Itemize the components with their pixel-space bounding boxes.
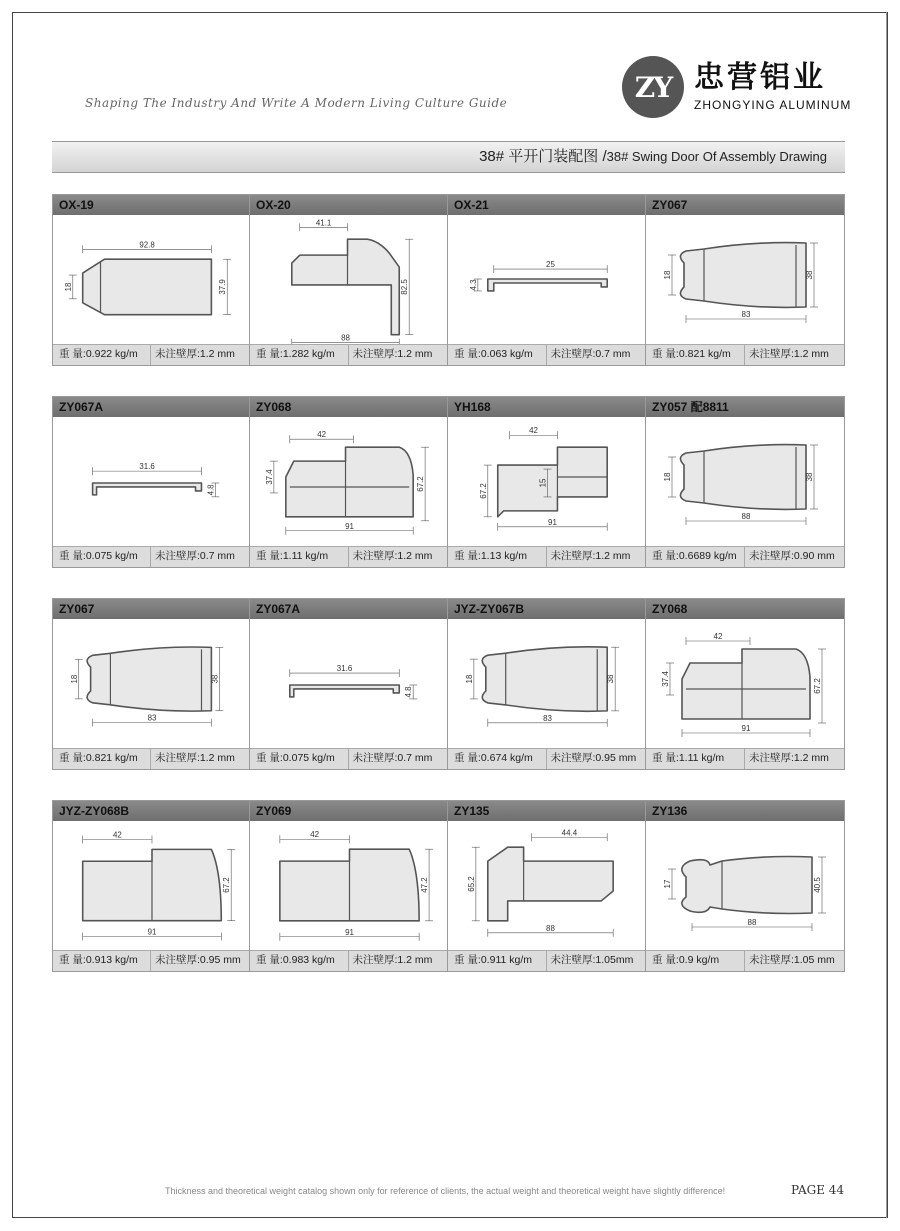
profile-svg bbox=[53, 417, 249, 549]
profile-code bbox=[53, 397, 249, 417]
profile-outline bbox=[482, 647, 607, 711]
profile-code bbox=[448, 801, 645, 821]
profile-outline bbox=[83, 259, 212, 314]
profile-spec bbox=[250, 748, 447, 769]
profile-code bbox=[250, 397, 447, 417]
profile-drawing bbox=[646, 215, 844, 347]
thickness-cell bbox=[745, 345, 844, 365]
weight-value: 0.674 kg/m bbox=[480, 752, 533, 764]
dimension-label: 4.8 bbox=[206, 484, 216, 496]
profile-drawing bbox=[53, 215, 249, 347]
brand-name-cn: 忠营铝业 bbox=[694, 60, 826, 95]
weight-label: 重 量: bbox=[454, 752, 481, 764]
profile-spec bbox=[448, 344, 645, 365]
profile-spec bbox=[53, 344, 249, 365]
profile-drawing bbox=[448, 619, 645, 751]
thickness-cell bbox=[745, 951, 844, 971]
profile-drawing bbox=[250, 619, 447, 751]
dimension-label: 15 bbox=[538, 478, 548, 488]
dimension-label: 38 bbox=[805, 472, 814, 482]
profile-svg bbox=[646, 821, 844, 953]
weight-label: 重 量: bbox=[59, 752, 86, 764]
thickness-label: 未注壁厚: bbox=[749, 550, 794, 562]
weight-label: 重 量: bbox=[652, 954, 679, 966]
weight-value: 0.063 kg/m bbox=[480, 348, 533, 360]
weight-value: 0.913 kg/m bbox=[85, 954, 138, 966]
profile-svg bbox=[646, 215, 844, 347]
profile-card bbox=[646, 396, 845, 568]
weight-label: 重 量: bbox=[59, 550, 86, 562]
profile-code-text: JYZ-ZY067B bbox=[454, 602, 525, 616]
weight-value: 0.821 kg/m bbox=[678, 348, 731, 360]
thickness-label: 未注壁厚: bbox=[155, 550, 200, 562]
profile-outline bbox=[682, 649, 810, 719]
profile-code bbox=[250, 195, 447, 215]
thickness-value: 1.2 mm bbox=[199, 348, 235, 360]
weight-cell bbox=[646, 749, 745, 769]
profile-drawing bbox=[53, 417, 249, 549]
profile-svg bbox=[53, 619, 249, 751]
dimension-label: 38 bbox=[210, 674, 220, 684]
weight-value: 1.11 kg/m bbox=[678, 752, 725, 764]
weight-label: 重 量: bbox=[652, 348, 679, 360]
dimension-label: 42 bbox=[112, 830, 122, 840]
weight-cell bbox=[448, 547, 547, 567]
thickness-value: 0.7 mm bbox=[595, 348, 631, 360]
dimension-label: 31.6 bbox=[139, 462, 155, 472]
dimension-label: 18 bbox=[663, 472, 672, 482]
profile-svg bbox=[646, 417, 844, 549]
thickness-label: 未注壁厚: bbox=[550, 348, 596, 360]
profile-outline bbox=[680, 243, 806, 308]
dimension-label: 92.8 bbox=[139, 240, 155, 250]
profile-drawing bbox=[448, 821, 645, 953]
profile-code-text: ZY057 配8811 bbox=[652, 400, 729, 414]
dimension-label: 83 bbox=[147, 713, 157, 723]
thickness-label: 未注壁厚: bbox=[550, 550, 596, 562]
weight-cell bbox=[448, 749, 547, 769]
profile-card bbox=[250, 800, 448, 972]
thickness-cell bbox=[745, 547, 844, 567]
weight-value: 0.821 kg/m bbox=[85, 752, 138, 764]
dimension-label: 47.2 bbox=[420, 877, 430, 893]
weight-cell bbox=[53, 749, 151, 769]
weight-cell bbox=[250, 345, 349, 365]
dimension-label: 88 bbox=[341, 333, 350, 343]
profile-card bbox=[52, 194, 250, 366]
profile-card bbox=[448, 800, 646, 972]
dimension-label: 42 bbox=[310, 830, 320, 840]
profile-outline bbox=[488, 847, 613, 921]
thickness-value: 1.2 mm bbox=[199, 752, 235, 764]
profile-card bbox=[52, 800, 250, 972]
thickness-cell bbox=[745, 749, 844, 769]
profile-code bbox=[646, 397, 844, 417]
thickness-cell bbox=[349, 951, 448, 971]
brand-logo bbox=[622, 56, 851, 118]
weight-value: 0.075 kg/m bbox=[282, 752, 335, 764]
weight-label: 重 量: bbox=[256, 550, 283, 562]
thickness-label: 未注壁厚: bbox=[749, 752, 794, 764]
thickness-cell bbox=[151, 547, 249, 567]
thickness-value: 1.2 mm bbox=[793, 348, 829, 360]
thickness-label: 未注壁厚: bbox=[155, 348, 200, 360]
profile-code-text: ZY067A bbox=[256, 602, 301, 616]
weight-value: 0.983 kg/m bbox=[282, 954, 335, 966]
section-title-cn: 38# 平开门装配图 / bbox=[479, 148, 607, 165]
profile-outline bbox=[93, 483, 202, 495]
thickness-cell bbox=[547, 749, 646, 769]
thickness-cell bbox=[547, 547, 646, 567]
dimension-label: 18 bbox=[663, 270, 672, 280]
dimension-label: 91 bbox=[741, 724, 751, 733]
weight-label: 重 量: bbox=[256, 752, 283, 764]
profile-card bbox=[646, 194, 845, 366]
profile-code bbox=[53, 195, 249, 215]
weight-value: 1.282 kg/m bbox=[282, 348, 335, 360]
dimension-label: 91 bbox=[147, 927, 157, 937]
dimension-label: 67.2 bbox=[478, 483, 488, 499]
profile-card bbox=[448, 194, 646, 366]
dimension-label: 44.4 bbox=[561, 828, 578, 838]
profile-card bbox=[52, 396, 250, 568]
profile-svg bbox=[448, 619, 645, 751]
thickness-label: 未注壁厚: bbox=[352, 954, 398, 966]
profile-drawing bbox=[250, 215, 447, 347]
profile-outline bbox=[680, 445, 806, 510]
profile-outline bbox=[488, 279, 607, 291]
dimension-label: 67.2 bbox=[222, 877, 232, 893]
profile-drawing bbox=[646, 619, 844, 751]
profile-svg bbox=[250, 821, 447, 953]
section-title-bar bbox=[52, 141, 845, 173]
dimension-label: 41.1 bbox=[315, 218, 332, 228]
weight-value: 0.6689 kg/m bbox=[678, 550, 737, 562]
thickness-value: 0.95 mm bbox=[595, 752, 637, 764]
thickness-value: 1.2 mm bbox=[397, 348, 433, 360]
thickness-value: 0.7 mm bbox=[397, 752, 433, 764]
weight-label: 重 量: bbox=[256, 348, 283, 360]
profile-row bbox=[52, 396, 845, 568]
dimension-label: 88 bbox=[747, 918, 757, 927]
dimension-label: 37.4 bbox=[661, 671, 670, 687]
weight-cell bbox=[448, 345, 547, 365]
profile-spec bbox=[53, 748, 249, 769]
thickness-label: 未注壁厚: bbox=[352, 752, 398, 764]
dimension-label: 4.8 bbox=[404, 686, 414, 698]
weight-label: 重 量: bbox=[652, 752, 679, 764]
dimension-label: 88 bbox=[741, 512, 751, 521]
profile-code-text: ZY067 bbox=[59, 602, 95, 616]
dimension-label: 18 bbox=[69, 674, 79, 684]
profile-code bbox=[646, 195, 844, 215]
profile-spec bbox=[250, 950, 447, 971]
thickness-value: 1.2 mm bbox=[793, 752, 829, 764]
profile-spec bbox=[448, 546, 645, 567]
profile-code bbox=[448, 195, 645, 215]
profile-outline bbox=[292, 239, 399, 335]
thickness-label: 未注壁厚: bbox=[352, 550, 398, 562]
dimension-label: 83 bbox=[741, 310, 751, 319]
thickness-value: 1.2 mm bbox=[595, 550, 631, 562]
thickness-cell bbox=[151, 951, 249, 971]
profile-spec bbox=[250, 344, 447, 365]
profile-code bbox=[646, 801, 844, 821]
profile-outline bbox=[87, 647, 211, 711]
weight-value: 0.075 kg/m bbox=[85, 550, 138, 562]
profile-card bbox=[250, 396, 448, 568]
profile-svg bbox=[250, 619, 447, 751]
weight-label: 重 量: bbox=[59, 954, 86, 966]
weight-label: 重 量: bbox=[59, 348, 86, 360]
profile-drawing bbox=[250, 821, 447, 953]
profile-code-text: OX-19 bbox=[59, 198, 94, 212]
dimension-label: 40.5 bbox=[813, 877, 822, 893]
profile-card bbox=[52, 598, 250, 770]
thickness-cell bbox=[547, 345, 646, 365]
profile-drawing bbox=[53, 619, 249, 751]
profile-code bbox=[448, 397, 645, 417]
thickness-label: 未注壁厚: bbox=[155, 752, 200, 764]
profile-code bbox=[53, 801, 249, 821]
profile-card bbox=[448, 396, 646, 568]
dimension-label: 65.2 bbox=[466, 876, 476, 892]
profile-outline bbox=[682, 857, 812, 914]
profile-spec bbox=[53, 546, 249, 567]
profile-code bbox=[250, 801, 447, 821]
weight-label: 重 量: bbox=[652, 550, 679, 562]
profile-svg bbox=[53, 821, 249, 953]
profile-row bbox=[52, 800, 845, 972]
weight-label: 重 量: bbox=[454, 348, 481, 360]
dimension-label: 17 bbox=[663, 879, 672, 889]
profile-drawing bbox=[250, 417, 447, 549]
weight-cell bbox=[53, 547, 151, 567]
weight-cell bbox=[250, 547, 349, 567]
weight-cell bbox=[53, 951, 151, 971]
thickness-cell bbox=[547, 951, 646, 971]
profile-spec bbox=[53, 950, 249, 971]
thickness-cell bbox=[349, 345, 448, 365]
dimension-label: 4.3 bbox=[468, 279, 478, 291]
dimension-label: 38 bbox=[805, 270, 814, 280]
dimension-label: 88 bbox=[546, 923, 555, 933]
dimension-label: 37.4 bbox=[264, 469, 274, 485]
thickness-value: 0.90 mm bbox=[793, 550, 835, 562]
weight-cell bbox=[250, 951, 349, 971]
dimension-label: 38 bbox=[606, 674, 616, 684]
profile-code-text: ZY135 bbox=[454, 804, 490, 818]
profile-outline bbox=[286, 447, 413, 517]
dimension-label: 25 bbox=[546, 260, 555, 270]
profile-code-text: YH168 bbox=[454, 400, 491, 414]
profile-svg bbox=[448, 821, 645, 953]
profile-code bbox=[250, 599, 447, 619]
profile-svg bbox=[250, 215, 447, 347]
weight-value: 0.922 kg/m bbox=[85, 348, 138, 360]
profile-spec bbox=[448, 950, 645, 971]
profile-outline bbox=[498, 447, 607, 517]
thickness-label: 未注壁厚: bbox=[155, 954, 200, 966]
dimension-label: 42 bbox=[317, 430, 327, 440]
weight-cell bbox=[53, 345, 151, 365]
weight-label: 重 量: bbox=[454, 954, 481, 966]
profile-drawing bbox=[646, 821, 844, 953]
profile-drawing bbox=[448, 215, 645, 347]
thickness-value: 1.05 mm bbox=[793, 954, 835, 966]
profile-svg bbox=[53, 215, 249, 347]
profile-spec bbox=[646, 748, 844, 769]
thickness-value: 0.7 mm bbox=[199, 550, 235, 562]
dimension-label: 91 bbox=[548, 517, 557, 527]
profile-spec bbox=[646, 546, 844, 567]
profile-code bbox=[646, 599, 844, 619]
thickness-value: 1.05mm bbox=[595, 954, 634, 966]
weight-cell bbox=[250, 749, 349, 769]
profile-row bbox=[52, 598, 845, 770]
weight-label: 重 量: bbox=[454, 550, 481, 562]
weight-value: 1.13 kg/m bbox=[480, 550, 527, 562]
thickness-label: 未注壁厚: bbox=[550, 954, 596, 966]
footer-disclaimer: Thickness and theoretical weight catalog shown only for reference of clients, the actual weight and theoretical weight have slightly difference! bbox=[165, 1186, 726, 1196]
thickness-value: 1.2 mm bbox=[397, 954, 433, 966]
profile-spec bbox=[646, 950, 844, 971]
thickness-label: 未注壁厚: bbox=[352, 348, 398, 360]
dimension-label: 82.5 bbox=[400, 279, 410, 295]
thickness-value: 1.2 mm bbox=[397, 550, 433, 562]
dimension-label: 42 bbox=[713, 632, 723, 641]
section-title-en: 38# Swing Door Of Assembly Drawing bbox=[606, 149, 827, 164]
profile-code-text: OX-21 bbox=[454, 198, 489, 212]
thickness-label: 未注壁厚: bbox=[550, 752, 596, 764]
dimension-label: 83 bbox=[543, 713, 552, 723]
dimension-label: 18 bbox=[63, 282, 73, 292]
slogan: Shaping The Industry And Write A Modern Living Culture Guide bbox=[85, 96, 508, 110]
weight-value: 0.911 kg/m bbox=[480, 954, 533, 966]
weight-value: 0.9 kg/m bbox=[678, 954, 720, 966]
dimension-label: 91 bbox=[345, 521, 354, 531]
profile-spec bbox=[646, 344, 844, 365]
dimension-label: 18 bbox=[464, 674, 474, 684]
dimension-label: 67.2 bbox=[813, 678, 822, 694]
profile-svg bbox=[646, 619, 844, 751]
profile-code-text: JYZ-ZY068B bbox=[59, 804, 130, 818]
dimension-label: 37.9 bbox=[218, 279, 228, 295]
dimension-label: 31.6 bbox=[336, 664, 353, 674]
profile-card bbox=[646, 800, 845, 972]
thickness-cell bbox=[151, 345, 249, 365]
dimension-label: 67.2 bbox=[416, 476, 426, 492]
weight-cell bbox=[646, 345, 745, 365]
profile-code-text: ZY067A bbox=[59, 400, 104, 414]
profile-code-text: ZY068 bbox=[256, 400, 292, 414]
profile-svg bbox=[448, 215, 645, 347]
dimension-label: 42 bbox=[529, 426, 538, 436]
profile-spec bbox=[448, 748, 645, 769]
profile-card bbox=[250, 194, 448, 366]
thickness-label: 未注壁厚: bbox=[749, 348, 794, 360]
weight-cell bbox=[448, 951, 547, 971]
profile-drawing bbox=[448, 417, 645, 549]
profile-code-text: ZY068 bbox=[652, 602, 688, 616]
profile-card bbox=[250, 598, 448, 770]
profile-svg bbox=[448, 417, 645, 549]
profile-code-text: ZY136 bbox=[652, 804, 688, 818]
profile-outline bbox=[290, 685, 399, 697]
profile-drawing bbox=[53, 821, 249, 953]
profile-code-text: ZY067 bbox=[652, 198, 688, 212]
profile-code-text: ZY069 bbox=[256, 804, 292, 818]
page-edge-line bbox=[886, 12, 887, 1218]
thickness-cell bbox=[349, 547, 448, 567]
dimension-label: 91 bbox=[345, 927, 354, 937]
thickness-label: 未注壁厚: bbox=[749, 954, 794, 966]
profile-card bbox=[646, 598, 845, 770]
thickness-value: 0.95 mm bbox=[199, 954, 241, 966]
thickness-cell bbox=[151, 749, 249, 769]
brand-text bbox=[694, 62, 851, 112]
weight-cell bbox=[646, 547, 745, 567]
weight-cell bbox=[646, 951, 745, 971]
weight-value: 1.11 kg/m bbox=[282, 550, 329, 562]
profile-code bbox=[53, 599, 249, 619]
logo-emblem: ZY bbox=[622, 56, 684, 118]
profile-row bbox=[52, 194, 845, 366]
profile-spec bbox=[250, 546, 447, 567]
profile-svg bbox=[250, 417, 447, 549]
brand-name-en: ZHONGYING ALUMINUM bbox=[694, 98, 852, 112]
profile-card bbox=[448, 598, 646, 770]
thickness-cell bbox=[349, 749, 448, 769]
profile-code bbox=[448, 599, 645, 619]
page-number: PAGE 44 bbox=[791, 1183, 845, 1197]
weight-label: 重 量: bbox=[256, 954, 283, 966]
profile-drawing bbox=[646, 417, 844, 549]
profile-code-text: OX-20 bbox=[256, 198, 291, 212]
